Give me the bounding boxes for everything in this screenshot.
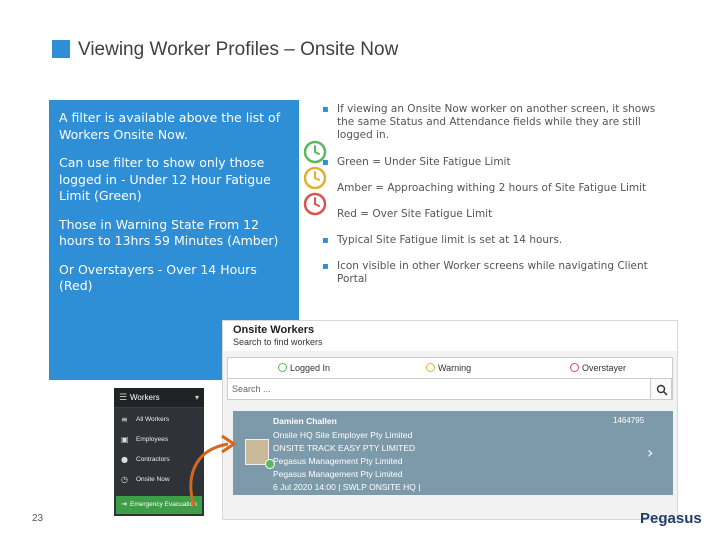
sidebar-item-onsite-now[interactable]: ◷ Onsite Now <box>121 475 170 484</box>
emergency-evacuation-button[interactable]: ⇥ Emergency Evacuation <box>116 496 202 514</box>
chevron-right-icon[interactable]: › <box>647 443 654 462</box>
worker-name: Damien Challen <box>273 416 337 426</box>
sidebar-item-employees[interactable]: ▣ Employees <box>121 435 169 444</box>
filter-warning[interactable]: Warning <box>426 363 471 373</box>
bullet-list <box>320 103 665 286</box>
pegasus-logo: Pegasus <box>640 510 702 527</box>
menu-header[interactable] <box>114 388 204 408</box>
bullet-item: Amber = Approaching withing 2 hours of Site Fatigue Limit <box>337 182 647 194</box>
sidebar-item-contractors[interactable]: ● Contractors <box>121 455 170 464</box>
info-paragraph-green: Can use filter to show only those logged in - Under 12 Hour Fatigue Limit (Green) <box>59 155 271 203</box>
worker-checkin: 6 Jul 2020 14:00 | SWLP ONSITE HQ | <box>273 482 421 492</box>
menu-header-label: Workers <box>130 393 160 402</box>
onsite-header <box>223 321 677 351</box>
exit-icon: ⇥ <box>121 500 127 508</box>
pointer-arrow-icon <box>180 430 240 510</box>
search-icon <box>656 384 668 396</box>
bullet-dot-icon: ▪ <box>322 261 329 272</box>
user-icon: ● <box>121 455 128 464</box>
info-paragraph-filter: A filter is available above the list of Workers Onsite Now. <box>59 110 281 142</box>
onsite-title: Onsite Workers <box>233 324 315 336</box>
bullet-item: ▪ If viewing an Onsite Now worker on another screen, it shows the same Status and Attendance fields while they are still logged in. <box>322 103 656 141</box>
clock-icon: ◷ <box>121 475 128 484</box>
search-input[interactable] <box>227 378 673 400</box>
search-button[interactable] <box>650 378 672 400</box>
red-clock-icon <box>570 363 579 372</box>
id-card-icon: ▣ <box>121 435 129 444</box>
bullet-item: Red = Over Site Fatigue Limit <box>337 208 493 220</box>
worker-id: 1464795 <box>613 416 645 425</box>
bullet-item: ▪ Typical Site Fatigue limit is set at 14 hours. <box>322 234 563 246</box>
chevron-down-icon: ▾ <box>194 393 199 402</box>
sidebar-item-all-workers[interactable]: ≡ All Workers <box>121 415 170 424</box>
amber-clock-icon <box>426 363 435 372</box>
filter-logged-in[interactable]: Logged In <box>278 363 330 373</box>
bullet-dot-icon: ▪ <box>322 157 329 168</box>
green-clock-icon <box>278 363 287 372</box>
title-square-icon <box>52 40 70 58</box>
search-placeholder: Search ... <box>232 384 271 394</box>
worker-company: Pegasus Management Pty Limited <box>273 469 403 479</box>
onsite-subtitle: Search to find workers <box>233 337 323 347</box>
list-icon: ≡ <box>121 415 128 424</box>
slide-title: Viewing Worker Profiles – Onsite Now <box>78 39 399 60</box>
status-filter-bar <box>227 357 673 379</box>
info-paragraph-red: Or Overstayers - Over 14 Hours (Red) <box>59 261 257 293</box>
worker-company: ONSITE TRACK EASY PTY LIMITED <box>273 443 416 453</box>
page-number: 23 <box>32 513 44 524</box>
worker-company: Pegasus Management Pty Limited <box>273 456 403 466</box>
info-paragraph-amber: Those in Warning State From 12 hours to 13hrs 59 Minutes (Amber) <box>59 216 279 248</box>
filter-overstayer[interactable]: Overstayer <box>570 363 626 373</box>
bullet-dot-icon: ▪ <box>322 104 329 115</box>
worker-employer: Onsite HQ Site Employer Pty Limited <box>273 430 413 440</box>
worker-card[interactable] <box>233 411 673 495</box>
bullet-item: ▪ Icon visible in other Worker screens while navigating Client Portal <box>322 260 648 285</box>
onsite-workers-screenshot <box>222 320 678 520</box>
menu-icon: ☰ <box>119 393 128 403</box>
bullet-item: ▪ Green = Under Site Fatigue Limit <box>322 156 511 168</box>
bullet-dot-icon: ▪ <box>322 235 329 246</box>
